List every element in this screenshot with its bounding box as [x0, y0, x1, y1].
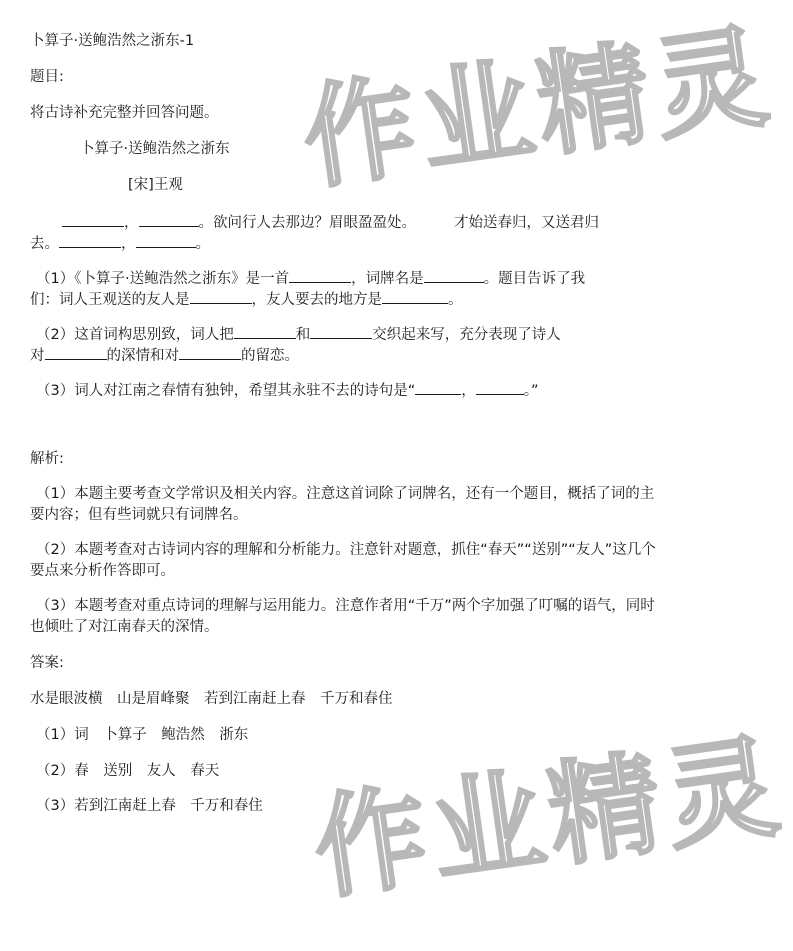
- poem-title: 卜算子·送鲍浩然之浙东: [80, 141, 230, 157]
- question-3: （3）词人对江南之春情有独钟，希望其永驻不去的诗句是“ ， 。”: [36, 380, 539, 400]
- analysis-item-1: （1）本题主要考查文学常识及相关内容。注意这首词除了词牌名，还有一个题目，概括了词的主要内容；但有些词就只有词牌名。: [30, 486, 655, 523]
- answer-item-2: （2）春 送别 友人 春天: [36, 763, 220, 779]
- question-2-line-1: （2）这首词构思别致，词人把 和 交织起来写，充分表现了诗人: [36, 324, 561, 344]
- answer-main: 水是眼波横 山是眉峰聚 若到江南赶上春 千万和春住: [30, 691, 393, 707]
- question-2-line-2: 对 的深情和对 的留恋。: [30, 345, 299, 365]
- answer-blank: [139, 212, 199, 227]
- watermark-logo: 作业精灵: [306, 721, 792, 916]
- answer-blank: [179, 345, 241, 360]
- answer-blank: [190, 289, 252, 304]
- question-label: 题目:: [30, 69, 64, 85]
- poem-line-2: 去。 ， 。: [30, 233, 210, 253]
- question-1-line-1: （1）《卜算子·送鲍浩然之浙东》是一首 ，词牌名是 。题目告诉了我: [36, 268, 585, 288]
- document-heading: 卜算子·送鲍浩然之浙东-1: [30, 33, 195, 49]
- answer-blank: [62, 212, 124, 227]
- answer-blank: [45, 345, 107, 360]
- answer-blank: [59, 233, 121, 248]
- answer-blank: [136, 233, 196, 248]
- analysis-item-2: （2）本题考查对古诗词内容的理解和分析能力。注意针对题意，抓住“春天”“送别”“友人”这几个要点来分析作答即可。: [30, 542, 656, 579]
- analysis-label: 解析:: [30, 451, 64, 467]
- answer-blank: [289, 268, 351, 283]
- poem-author: [宋]王观: [128, 177, 183, 193]
- answer-blank: [476, 380, 524, 395]
- analysis-item-3: （3）本题考查对重点诗词的理解与运用能力。注意作者用“千万”两个字加强了叮嘱的语气，同时也倾吐了对江南春天的深情。: [30, 598, 655, 635]
- watermark-logo: 作业精灵: [295, 11, 781, 206]
- answer-blank: [234, 324, 296, 339]
- answer-blank: [310, 324, 372, 339]
- answer-blank: [382, 289, 448, 304]
- question-1-line-2: 们：词人王观送的友人是 ，友人要去的地方是 。: [30, 289, 463, 309]
- answer-blank: [415, 380, 461, 395]
- answer-item-3: （3）若到江南赶上春 千万和春住: [36, 798, 263, 814]
- poem-line-1: ， 。欲问行人去那边？眉眼盈盈处。 才始送春归，又送君归: [62, 212, 599, 232]
- answer-label: 答案:: [30, 655, 64, 671]
- instruction-text: 将古诗补充完整并回答问题。: [30, 105, 219, 121]
- answer-item-1: （1）词 卜算子 鲍浩然 浙东: [36, 727, 249, 743]
- answer-blank: [424, 268, 484, 283]
